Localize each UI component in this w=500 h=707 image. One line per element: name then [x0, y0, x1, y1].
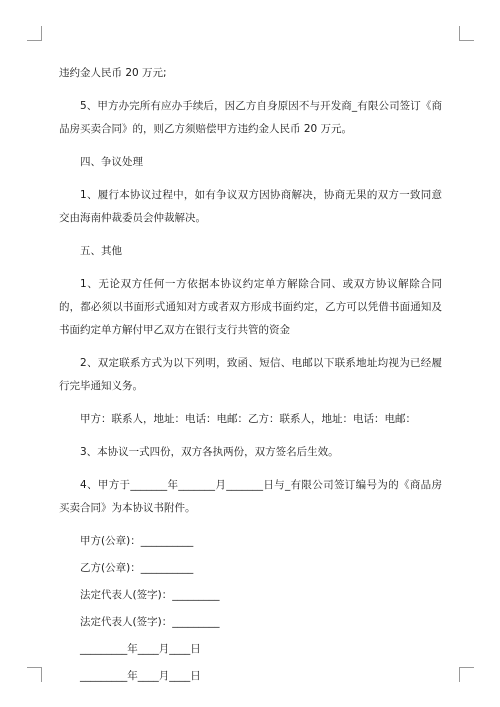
paragraph-dispute-1: 1、履行本协议过程中，如有争议双方因协商解决，协商无果的双方一致同意交由海南仲裁委员会仲裁解决。: [59, 189, 442, 224]
section-heading-other: 五、其他: [80, 245, 122, 257]
corner-crop-mark: [27, 26, 42, 41]
paragraph-other-2: 2、双定联系方式为以下列明，致函、短信、电邮以下联系地址均视为已经履行完毕通知义务。: [59, 357, 442, 392]
paragraph-penalty-continuation: 违约金人民币 20 万元;: [59, 67, 167, 79]
signature-party-b-seal[interactable]: 乙方(公章)：__________: [80, 562, 194, 574]
signature-date-2[interactable]: _________年____月____日: [80, 670, 201, 682]
paragraph-clause-5: 5、甲方办完所有应办手续后，因乙方自身原因不与开发商_有限公司签订《商品房买卖合同》的，则乙方须赔偿甲方违约金人民币 20 万元。: [59, 100, 442, 135]
signature-party-a-seal[interactable]: 甲方(公章)：__________: [80, 535, 194, 547]
paragraph-contacts: 甲方：联系人，地址：电话：电邮：乙方：联系人，地址：电话：电邮：: [80, 413, 416, 425]
corner-crop-mark: [459, 667, 474, 682]
signature-date-1[interactable]: _________年____月____日: [80, 643, 201, 655]
document-body: [59, 62, 442, 692]
paragraph-other-1: 1、无论双方任何一方依据本协议约定单方解除合同、或双方协议解除合同的，都必须以书面形式通知对方或者双方形成书面约定，乙方可以凭借书面通知及书面约定单方解付甲乙双方在银行支行共管的资金: [59, 278, 442, 336]
paragraph-other-3: 3、本协议一式四份，双方各执两份，双方签名后生效。: [80, 446, 339, 458]
paragraph-other-4: 4、甲方于_______年_______月_______日与_有限公司签订编号为的《商品房买卖合同》为本协议书附件。: [59, 479, 442, 514]
corner-crop-mark: [459, 26, 474, 41]
signature-legal-rep-1[interactable]: 法定代表人(签字)：_________: [80, 589, 220, 601]
signature-legal-rep-2[interactable]: 法定代表人(签字)：_________: [80, 616, 220, 628]
section-heading-dispute: 四、争议处理: [80, 156, 143, 168]
corner-crop-mark: [27, 667, 42, 682]
